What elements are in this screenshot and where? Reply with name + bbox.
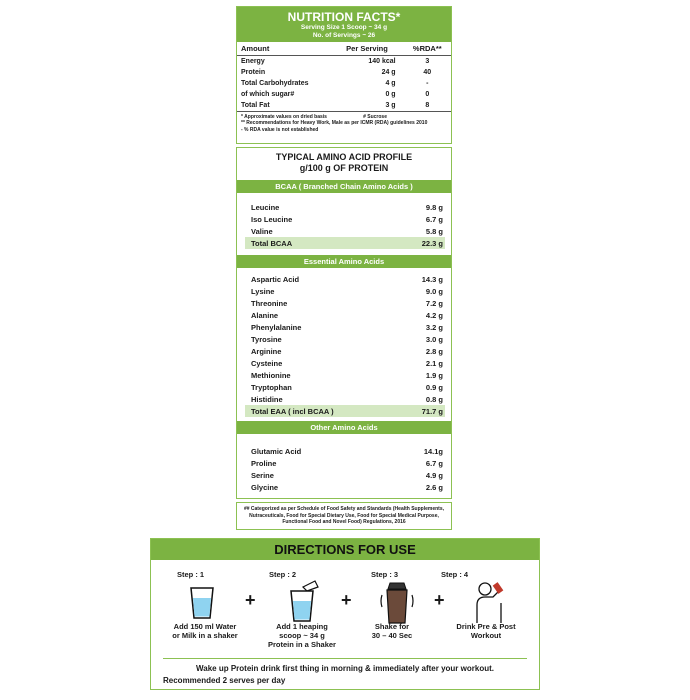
amino-row — [237, 297, 451, 309]
nutrient-name: Energy — [241, 57, 265, 65]
step4-label: Step : 4 — [441, 570, 469, 579]
scoop-glass-icon — [285, 577, 321, 623]
nutrient-rda: 0 — [425, 90, 430, 98]
amino-value: 2.8 g — [425, 346, 443, 356]
step2-line2: scoop ~ 34 g — [279, 631, 325, 640]
amino-name: Cysteine — [251, 358, 283, 368]
shaker-icon — [379, 581, 415, 625]
bcaa-header: BCAA ( Branched Chain Amino Acids ) — [237, 180, 451, 193]
amino-value: 14.1g — [423, 446, 443, 456]
total-label: Total BCAA — [251, 238, 293, 248]
step3-label: Step : 3 — [371, 570, 399, 579]
step4-line1: Drink Pre & Post — [456, 622, 516, 631]
amino-row — [237, 345, 451, 357]
amino-value: 4.2 g — [425, 310, 443, 320]
bcaa-list — [237, 201, 451, 237]
amino-value: 0.8 g — [425, 394, 443, 404]
nutrient-rda: 8 — [425, 101, 430, 109]
amino-value: 5.8 g — [425, 226, 443, 236]
table-row — [237, 67, 451, 78]
amino-value: 0.9 g — [425, 382, 443, 392]
serving-size: Serving Size 1 Scoop ~ 34 g — [300, 24, 388, 31]
nutrient-amount: 0 g — [385, 90, 396, 98]
amino-name: Lysine — [251, 286, 275, 296]
total-value: 71.7 g — [421, 406, 443, 416]
nutrient-rda: - — [426, 79, 429, 87]
amino-row — [237, 481, 451, 493]
amino-value: 6.7 g — [425, 458, 443, 468]
amino-row — [237, 333, 451, 345]
amino-name: Leucine — [251, 202, 280, 212]
amino-name: Histidine — [251, 394, 283, 404]
amino-row — [237, 445, 451, 457]
nutrient-name: of which sugar# — [241, 90, 295, 98]
amino-name: Methionine — [251, 370, 291, 380]
amino-value: 9.0 g — [425, 286, 443, 296]
amino-name: Alanine — [251, 310, 279, 320]
nutrition-table — [237, 42, 451, 111]
nutrient-amount: 24 g — [381, 68, 396, 76]
amino-value: 3.0 g — [425, 334, 443, 344]
nutrient-name: Total Fat — [241, 101, 270, 109]
amino-row — [237, 273, 451, 285]
amino-value: 2.1 g — [425, 358, 443, 368]
amino-row — [237, 381, 451, 393]
note-sucrose: # Sucrose — [363, 113, 387, 120]
amino-value: 1.9 g — [425, 370, 443, 380]
amino-name: Iso Leucine — [251, 214, 293, 224]
bcaa-total-row — [245, 237, 445, 249]
nutrient-name: Total Carbohydrates — [241, 79, 309, 87]
eaa-header: Essential Amino Acids — [237, 255, 451, 268]
amino-value: 4.9 g — [425, 470, 443, 480]
amino-value: 7.2 g — [425, 298, 443, 308]
amino-title — [237, 148, 451, 180]
amino-name: Tryptophan — [251, 382, 292, 392]
other-header: Other Amino Acids — [237, 421, 451, 434]
step4-text — [445, 622, 527, 640]
nutrition-header — [237, 7, 451, 42]
total-label: Total EAA ( incl BCAA ) — [251, 406, 334, 416]
nutrient-amount: 4 g — [385, 79, 396, 87]
amino-row — [237, 369, 451, 381]
step1-line1: Add 150 ml Water — [173, 622, 237, 631]
amino-row — [237, 393, 451, 405]
usage-line1: Wake up Protein drink first thing in morning & immediately after your workout. — [196, 664, 494, 673]
header-per-serving: Per Serving — [334, 42, 403, 56]
servings-count: No. of Servings ~ 26 — [312, 32, 376, 39]
amino-value: 2.6 g — [425, 482, 443, 492]
amino-name: Valine — [251, 226, 273, 236]
amino-row — [237, 457, 451, 469]
nutrient-amount: 3 g — [385, 101, 396, 109]
step2-label: Step : 2 — [269, 570, 297, 579]
nutrition-title: NUTRITION FACTS* — [287, 10, 401, 24]
usage-recommendation — [163, 658, 527, 687]
amino-name: Threonine — [251, 298, 288, 308]
step3-line2: 30 – 40 Sec — [371, 631, 413, 640]
plus-icon: + — [434, 590, 445, 610]
glass-icon — [189, 586, 215, 620]
drinking-person-icon — [471, 579, 511, 625]
step3-text — [356, 622, 428, 640]
amino-name: Arginine — [251, 346, 282, 356]
amino-name: Serine — [251, 470, 274, 480]
amino-row — [237, 201, 451, 213]
directions-title: DIRECTIONS FOR USE — [151, 539, 539, 560]
amino-profile-panel — [236, 147, 452, 499]
eaa-total-row — [245, 405, 445, 417]
eaa-list — [237, 273, 451, 405]
amino-name: Phenylalanine — [251, 322, 302, 332]
header-amount: Amount — [237, 42, 334, 56]
amino-value: 3.2 g — [425, 322, 443, 332]
step2-line3: Protein in a Shaker — [268, 640, 336, 649]
amino-value: 14.3 g — [421, 274, 443, 284]
note-recommendations: ** Recommendations for Heavy Work, Male as per ICMR (RDA) guidelines 2010 — [241, 120, 428, 126]
nutrition-notes — [237, 111, 451, 136]
amino-name: Glycine — [251, 482, 279, 492]
nutrient-amount: 140 kcal — [368, 57, 396, 65]
amino-title-line2: g/100 g OF PROTEIN — [299, 163, 389, 173]
step1-label: Step : 1 — [177, 570, 205, 579]
regulation-footnote — [236, 502, 452, 530]
nutrition-facts-panel — [236, 6, 452, 144]
note-approx: * Approximate values on dried basis — [241, 113, 327, 120]
step2-line1: Add 1 heaping — [276, 622, 328, 631]
header-rda: %RDA** — [404, 42, 451, 56]
plus-icon: + — [341, 590, 352, 610]
amino-name: Aspartic Acid — [251, 274, 300, 284]
other-list — [237, 445, 451, 493]
nutrient-rda: 40 — [423, 68, 432, 76]
nutrient-rda: 3 — [425, 57, 430, 65]
step3-line1: Shake for — [374, 622, 410, 631]
table-row — [237, 89, 451, 100]
footnote-text: ## Categorized as per Schedule of Food Safety and Standards (Health Supplements, Nutraceuticals, Food for Special Dietary Use, Food for Special Medical Purpose, Functional Food and Novel Food) Regulations, 2016 — [243, 506, 445, 525]
usage-line2: Recommended 2 serves per day — [163, 676, 286, 685]
amino-name: Proline — [251, 458, 277, 468]
amino-row — [237, 321, 451, 333]
table-row — [237, 56, 451, 67]
table-row — [237, 78, 451, 89]
note-rda: - % RDA value is not established — [241, 126, 319, 133]
total-value: 22.3 g — [421, 238, 443, 248]
plus-icon: + — [245, 590, 256, 610]
amino-row — [237, 285, 451, 297]
step4-line2: Workout — [470, 631, 502, 640]
amino-value: 6.7 g — [425, 214, 443, 224]
amino-name: Tyrosine — [251, 334, 282, 344]
table-row — [237, 100, 451, 111]
amino-row — [237, 225, 451, 237]
directions-panel — [150, 538, 540, 690]
amino-row — [237, 213, 451, 225]
step1-text — [159, 622, 251, 640]
nutrient-name: Protein — [241, 68, 266, 76]
step1-line2: or Milk in a shaker — [172, 631, 238, 640]
amino-name: Glutamic Acid — [251, 446, 302, 456]
amino-row — [237, 357, 451, 369]
amino-row — [237, 309, 451, 321]
amino-row — [237, 469, 451, 481]
amino-value: 9.8 g — [425, 202, 443, 212]
amino-title-line1: TYPICAL AMINO ACID PROFILE — [275, 152, 413, 162]
step2-text — [256, 622, 348, 649]
